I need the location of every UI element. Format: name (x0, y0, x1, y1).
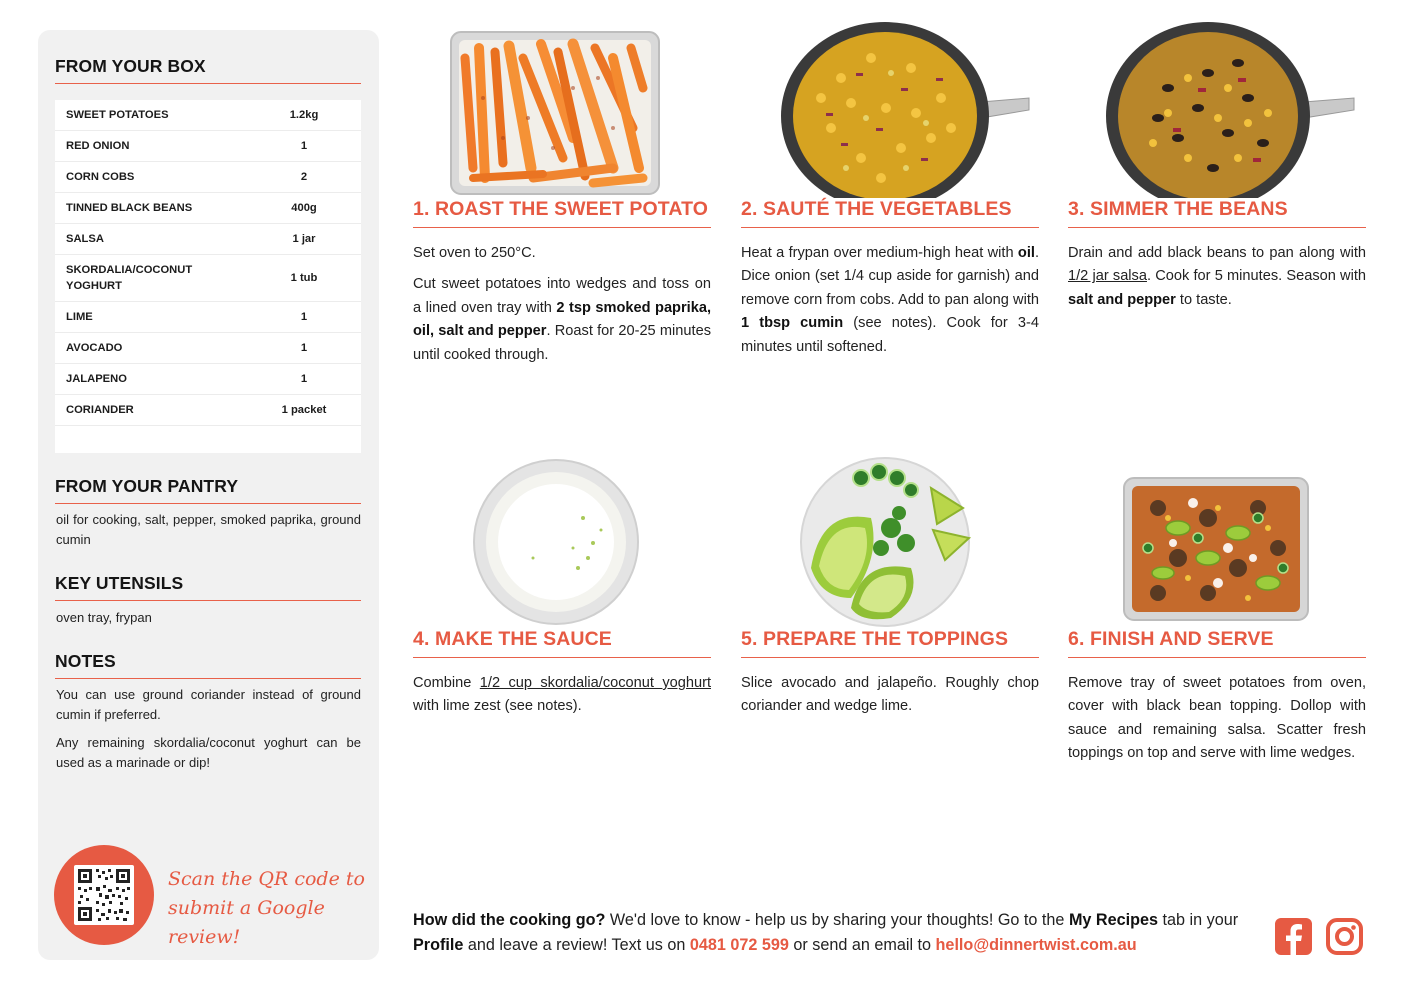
step-5 (741, 448, 1039, 719)
step-3 (1068, 18, 1366, 312)
corn-frypan-image (741, 18, 1039, 198)
step-3-paragraph-1 (1068, 242, 1366, 312)
ingredient-qty: 400g (291, 202, 317, 214)
ingredient-qty: 1 packet (281, 404, 327, 416)
text-run-bold: 1 tbsp cumin (741, 315, 844, 332)
step-5-title: 5. PREPARE THE TOPPINGS (741, 628, 1039, 658)
text-run: with lime zest (see notes). (413, 698, 582, 715)
note-2: Any remaining skordalia/coconut yoghurt can be used as a marinade or dip! (56, 735, 361, 770)
step-5-paragraph-1: Slice avocado and jalapeño. Roughly chop coriander and wedge lime. (741, 675, 1039, 715)
ingredient-name: SALSA (66, 233, 104, 245)
ingredient-qty: 1 jar (292, 233, 316, 245)
sweet-potato-tray-image (413, 18, 711, 198)
text-run: (see notes). Cook for 3-4 minutes until softened. (741, 315, 1039, 355)
table-row (55, 224, 361, 255)
step-1-body (413, 242, 711, 367)
text-run: tab in your (1158, 911, 1239, 929)
utensils-heading: KEY UTENSILS (55, 573, 361, 601)
step-2 (741, 18, 1039, 359)
ingredients-sidebar (38, 30, 379, 960)
text-run: . Cook for 5 minutes. Season with (1146, 268, 1367, 285)
table-row (55, 333, 361, 364)
utensils-text: oven tray, frypan (56, 610, 152, 625)
sauce-bowl-image (413, 448, 711, 628)
table-row (55, 131, 361, 162)
step-5-body (741, 672, 1039, 719)
ingredient-qty: 1 (300, 140, 308, 152)
table-row (55, 255, 361, 302)
notes-heading: NOTES (55, 651, 361, 679)
ingredient-name: JALAPENO (66, 373, 127, 385)
text-run-bold: 2 tsp smoked paprika, oil, salt and pepper (413, 299, 711, 340)
email-link[interactable]: hello@dinnertwist.com.au (935, 936, 1137, 954)
phone-link[interactable]: 0481 072 599 (689, 936, 789, 954)
ingredient-name: TINNED BLACK BEANS (66, 202, 193, 214)
step-1-paragraph-2 (413, 273, 711, 367)
profile-label: Profile (413, 936, 464, 954)
step-4-paragraph-1 (413, 672, 711, 719)
step-6-body (1068, 672, 1366, 766)
step-1-title: 1. ROAST THE SWEET POTATO (413, 198, 711, 228)
ingredient-qty: 1 (300, 311, 308, 323)
text-run: and leave a review! Text us on (463, 936, 690, 954)
text-run: Heat a frypan over medium-high heat with (741, 245, 1018, 261)
step-1-image (413, 18, 711, 198)
text-run: Cut sweet potatoes into wedges and toss on a lined oven tray with (413, 276, 711, 316)
ingredient-name: CORIANDER (66, 404, 134, 416)
ingredient-name: LIME (66, 311, 93, 323)
ingredient-name: CORN COBS (66, 171, 135, 183)
step-2-paragraph-1 (741, 242, 1039, 359)
text-run-bold: salt and pepper (1068, 291, 1176, 308)
step-2-image (741, 18, 1039, 198)
step-3-body (1068, 242, 1366, 312)
instagram-icon[interactable] (1326, 918, 1363, 955)
step-4 (413, 448, 711, 719)
step-6-paragraph-1: Remove tray of sweet potatoes from oven, cover with black bean topping. Dollop with sauce and remaining salsa. Scatter fresh toppings on top and serve with lime wedges. (1068, 675, 1366, 762)
ingredient-name: SKORDALIA/COCONUT YOGHURT (66, 264, 193, 292)
step-4-title: 4. MAKE THE SAUCE (413, 628, 711, 658)
step-2-title: 2. SAUTÉ THE VEGETABLES (741, 198, 1039, 228)
ingredient-name: AVOCADO (66, 342, 123, 354)
table-row (55, 395, 361, 426)
text-run-underlined: 1/2 jar salsa (1068, 268, 1147, 285)
step-6-image (1068, 448, 1366, 628)
table-row (55, 193, 361, 224)
step-3-title: 3. SIMMER THE BEANS (1068, 198, 1366, 228)
table-row (55, 364, 361, 395)
text-run: . Roast for 20-25 minutes until cooked through. (413, 323, 711, 363)
qr-code[interactable] (74, 865, 134, 925)
qr-review-text (168, 865, 368, 952)
step-2-body (741, 242, 1039, 359)
qr-code-icon (74, 865, 134, 925)
beans-frypan-image (1068, 18, 1366, 198)
text-run: to taste. (1175, 291, 1232, 308)
facebook-icon[interactable] (1275, 918, 1312, 955)
ingredient-qty: 1 tub (290, 272, 318, 284)
text-run: Combine (413, 675, 480, 691)
step-4-image (413, 448, 711, 628)
my-recipes-label: My Recipes (1068, 911, 1159, 929)
ingredient-name: RED ONION (66, 140, 130, 152)
qr-text-line-2: submit a Google review! (168, 897, 325, 948)
pantry-heading: FROM YOUR PANTRY (55, 476, 361, 504)
step-6-title: 6. FINISH AND SERVE (1068, 628, 1366, 658)
table-row (55, 302, 361, 333)
text-run-bold: oil (1017, 245, 1035, 261)
footer-question: How did the cooking go? (413, 911, 606, 929)
text-run: We'd love to know - help us by sharing your thoughts! Go to the (605, 911, 1069, 929)
ingredient-qty: 1 (300, 342, 308, 354)
text-run-underlined: 1/2 cup skordalia/coconut yoghurt (479, 675, 711, 691)
toppings-plate-image (741, 448, 1039, 628)
text-run: Drain and add black beans to pan along with (1068, 245, 1366, 261)
ingredient-qty: 2 (300, 171, 308, 183)
text-run: or send an email to (788, 936, 936, 954)
step-4-body (413, 672, 711, 719)
step-6 (1068, 448, 1366, 766)
step-1-paragraph-1: Set oven to 250°C. (413, 245, 536, 261)
pantry-text: oil for cooking, salt, pepper, smoked paprika, ground cumin (56, 512, 361, 547)
table-row (55, 162, 361, 193)
loaded-tray-image (1068, 448, 1366, 628)
table-row (55, 100, 361, 131)
ingredients-table (55, 100, 361, 453)
ingredient-qty: 1.2kg (289, 109, 319, 121)
step-1 (413, 18, 711, 367)
qr-badge (54, 845, 154, 945)
step-5-image (741, 448, 1039, 628)
from-your-box-heading: FROM YOUR BOX (55, 56, 361, 84)
qr-text-line-1: Scan the QR code to (168, 868, 365, 890)
note-1: You can use ground coriander instead of ground cumin if preferred. (56, 687, 361, 722)
feedback-footer (413, 908, 1263, 958)
step-3-image (1068, 18, 1366, 198)
ingredient-qty: 1 (300, 373, 308, 385)
text-run: . Dice onion (set 1/4 cup aside for garnish) and remove corn from cobs. Add to pan along with (741, 245, 1039, 308)
ingredient-name: SWEET POTATOES (66, 109, 169, 121)
